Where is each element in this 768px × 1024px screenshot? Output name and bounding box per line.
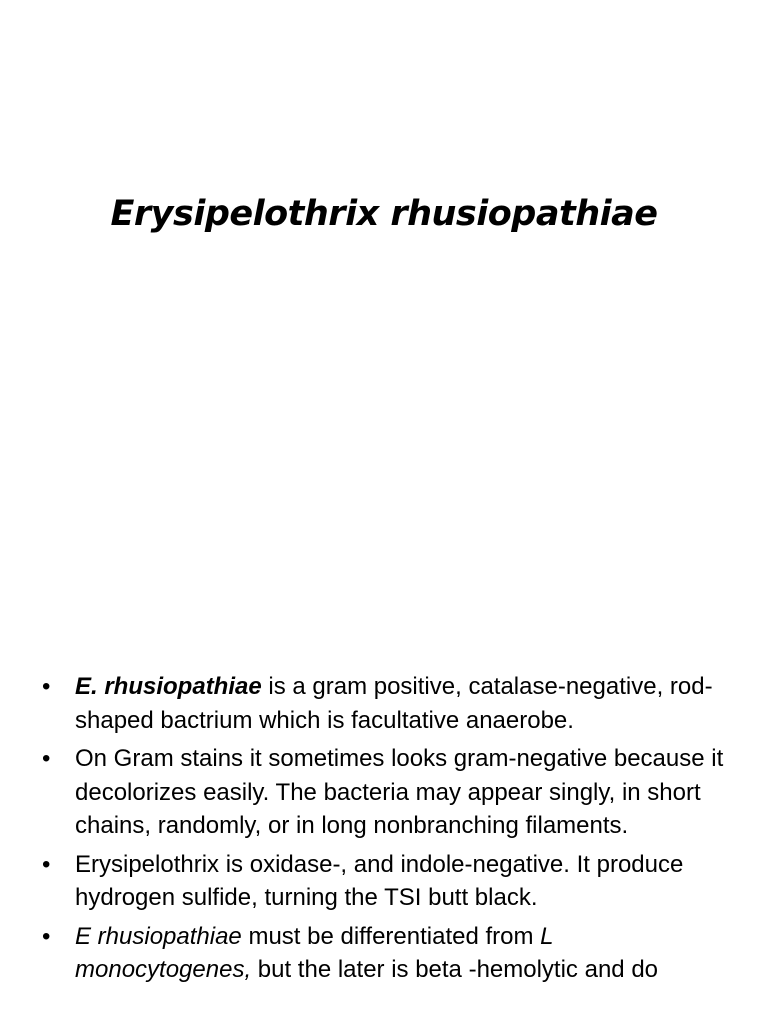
bullet-text-segment: but the later is beta -hemolytic and do (251, 956, 659, 983)
bullet-item (40, 670, 730, 737)
bullet-marker: • (42, 850, 51, 878)
bullet-marker: • (42, 922, 51, 950)
bullet-item (40, 848, 730, 915)
bullet-text-segment: L monocytogenes, (75, 922, 554, 983)
bullet-text-segment: must be differentiated from (241, 922, 541, 950)
bullet-text-segment: Erysipelothrix is oxidase-, and indole-negative. It produce hydrogen sulfide, turning the TSI butt black. (75, 850, 684, 911)
bullet-text-segment: E. rhusiopathiae (75, 673, 262, 700)
bullet-list (40, 670, 730, 992)
bullet-item (40, 920, 730, 987)
bullet-text-segment: E rhusiopathiae (75, 922, 242, 950)
bullet-text-segment: is a gram positive, catalase-negative, rod-shaped bactrium which is facultative anaerobe. (75, 673, 713, 734)
bullet-marker: • (42, 745, 51, 772)
slide-title: Erysipelothrix rhusiopathiae (110, 194, 658, 234)
bullet-marker: • (42, 673, 51, 700)
bullet-text-segment: On Gram stains it sometimes looks gram-negative because it decolorizes easily. The bacteria may appear singly, in short chains, randomly, or in long nonbranching filaments. (75, 745, 724, 839)
bullet-item (40, 742, 730, 843)
